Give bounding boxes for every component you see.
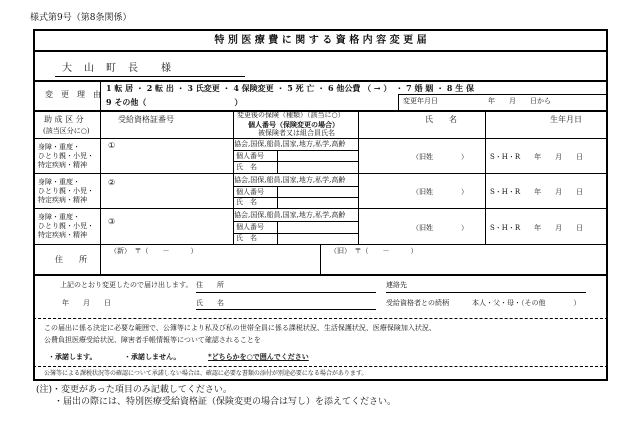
change-reason-label: 変 更 理 由: [45, 90, 101, 99]
former-name: （旧姓 ）: [412, 224, 468, 232]
birth-date: S・H・R 年 月 日: [490, 224, 584, 232]
divider: [33, 274, 608, 276]
insurance-types[interactable]: 協会,国保,船員,国家,地方,私学,高齢: [234, 176, 346, 184]
contact-label: 連絡先: [386, 281, 407, 289]
row-category: ひとり親・小児・: [38, 187, 94, 195]
addressee-underline: [55, 76, 245, 77]
insurance-types[interactable]: 協会,国保,船員,国家,地方,私学,高齢: [234, 211, 346, 219]
divider: [320, 244, 321, 274]
row-number: ③: [108, 217, 116, 226]
applicant-name-label: 氏 名: [196, 299, 224, 307]
addressee: 大 山 町 長 様: [62, 63, 172, 74]
consent-footnote: 公簿等による課税状況等の確認について承諾しない場合は、確認に必要な書類の添付が別途必要になる場合があります。: [44, 370, 368, 377]
consent-yes[interactable]: ・承諾します。: [48, 352, 97, 361]
address-label: 住 所: [55, 255, 87, 264]
divider: [33, 173, 608, 174]
declaration-date: 年 月 日: [62, 299, 111, 307]
divider: [358, 110, 359, 244]
insured-name-label: 氏 名: [236, 163, 257, 171]
divider: [33, 208, 608, 209]
old-address: （旧） 〒（ － ）: [330, 247, 418, 255]
divider: [398, 94, 608, 95]
applicant-address-label: 住 所: [196, 281, 224, 289]
personal-no-label: 個人番号: [236, 152, 264, 160]
insured-name-label: 氏 名: [236, 234, 257, 242]
change-reason-other: 9 その他（ ）: [106, 97, 243, 107]
row-category: 特定疾病・精神: [38, 196, 87, 204]
form-title: 特 別 医 療 費 に 関 す る 資 格 内 容 変 更 届: [214, 35, 427, 46]
divider: [100, 244, 101, 274]
form-number: 様式第9号（第8条関係）: [30, 13, 132, 23]
divider: [33, 366, 608, 367]
birth-date: S・H・R 年 月 日: [490, 153, 584, 161]
former-name: （旧姓 ）: [412, 188, 468, 196]
underline: [196, 309, 376, 310]
insurance-header-1: 変更後の保険（種類）（該当に○）: [237, 111, 345, 119]
former-name: （旧姓 ）: [412, 153, 468, 161]
divider: [485, 110, 486, 244]
change-reason-options: 1 転 居 ・ 2 転 出 ・ 3 氏変更 ・ 4 保険変更 ・ 5 死 亡 ・ 6 他公費 （ → ） ・ 7 婚 姻 ・ 8 生 保: [106, 83, 475, 93]
divider: [33, 50, 608, 52]
row-category: 特定疾病・精神: [38, 231, 87, 239]
consent-no[interactable]: ・承諾しません。: [124, 352, 181, 361]
row-category: 身障・重度・: [38, 213, 80, 221]
insurance-header-3: 被保険者又は組合員氏名: [258, 129, 335, 137]
declaration-statement: 上記のとおり変更したので届け出します。: [60, 281, 193, 289]
row-category: 身障・重度・: [38, 143, 80, 151]
relation-label: 受給資格者との続柄: [386, 299, 449, 307]
insurance-types[interactable]: 協会,国保,船員,国家,地方,私学,高齢: [234, 140, 346, 148]
personal-no-label: 個人番号: [236, 188, 264, 196]
row-number: ①: [108, 141, 116, 150]
underline: [196, 292, 376, 293]
name-header: 氏 名: [425, 115, 457, 124]
consent-text-2: 公費負担医療受給状況、障害者手帳情報等について確認されることを: [44, 336, 261, 344]
cert-no-header: 受給資格証番号: [118, 115, 174, 124]
underline: [386, 292, 586, 293]
note-2: ・届出の際には、特別医療受給資格証（保険変更の場合は写し）を添えてください。: [54, 397, 397, 407]
divider: [233, 221, 358, 222]
category-header-sub: (該当区分に○): [43, 127, 90, 135]
row-category: 身障・重度・: [38, 178, 80, 186]
consent-note: *どちらかを○で囲んでください: [208, 352, 309, 361]
divider: [398, 94, 399, 110]
divider: [33, 318, 608, 319]
divider: [233, 186, 358, 187]
change-date-label: 変更年月日: [403, 97, 438, 105]
divider: [33, 80, 608, 82]
change-date-value: 年 月 日から: [488, 97, 551, 105]
new-address: （新） 〒（ － ）: [110, 247, 198, 255]
note-1: (注)・変更があった項目のみ記載してください。: [36, 385, 232, 395]
row-category: ひとり親・小児・: [38, 152, 94, 160]
consent-text-1: この届出に係る決定に必要な範囲で、公簿等により私及び私の世帯全員に係る課税状況、生活保護状況、医療保険加入状況、: [44, 324, 436, 332]
divider: [233, 161, 358, 162]
insured-name-label: 氏 名: [236, 198, 257, 206]
divider: [233, 150, 358, 151]
personal-no-label: 個人番号: [236, 223, 264, 231]
divider: [33, 138, 608, 139]
row-category: ひとり親・小児・: [38, 222, 94, 230]
insurance-header-2: 個人番号（保険変更の場合）: [248, 120, 339, 129]
row-category: 特定疾病・精神: [38, 161, 87, 169]
birth-header: 生年月日: [550, 115, 582, 124]
birth-date: S・H・R 年 月 日: [490, 188, 584, 196]
row-number: ②: [108, 178, 116, 187]
divider: [100, 110, 101, 244]
relation-options[interactable]: 本人・父・母・（その他 ）: [472, 299, 581, 307]
category-header: 助 成 区 分: [44, 115, 84, 124]
